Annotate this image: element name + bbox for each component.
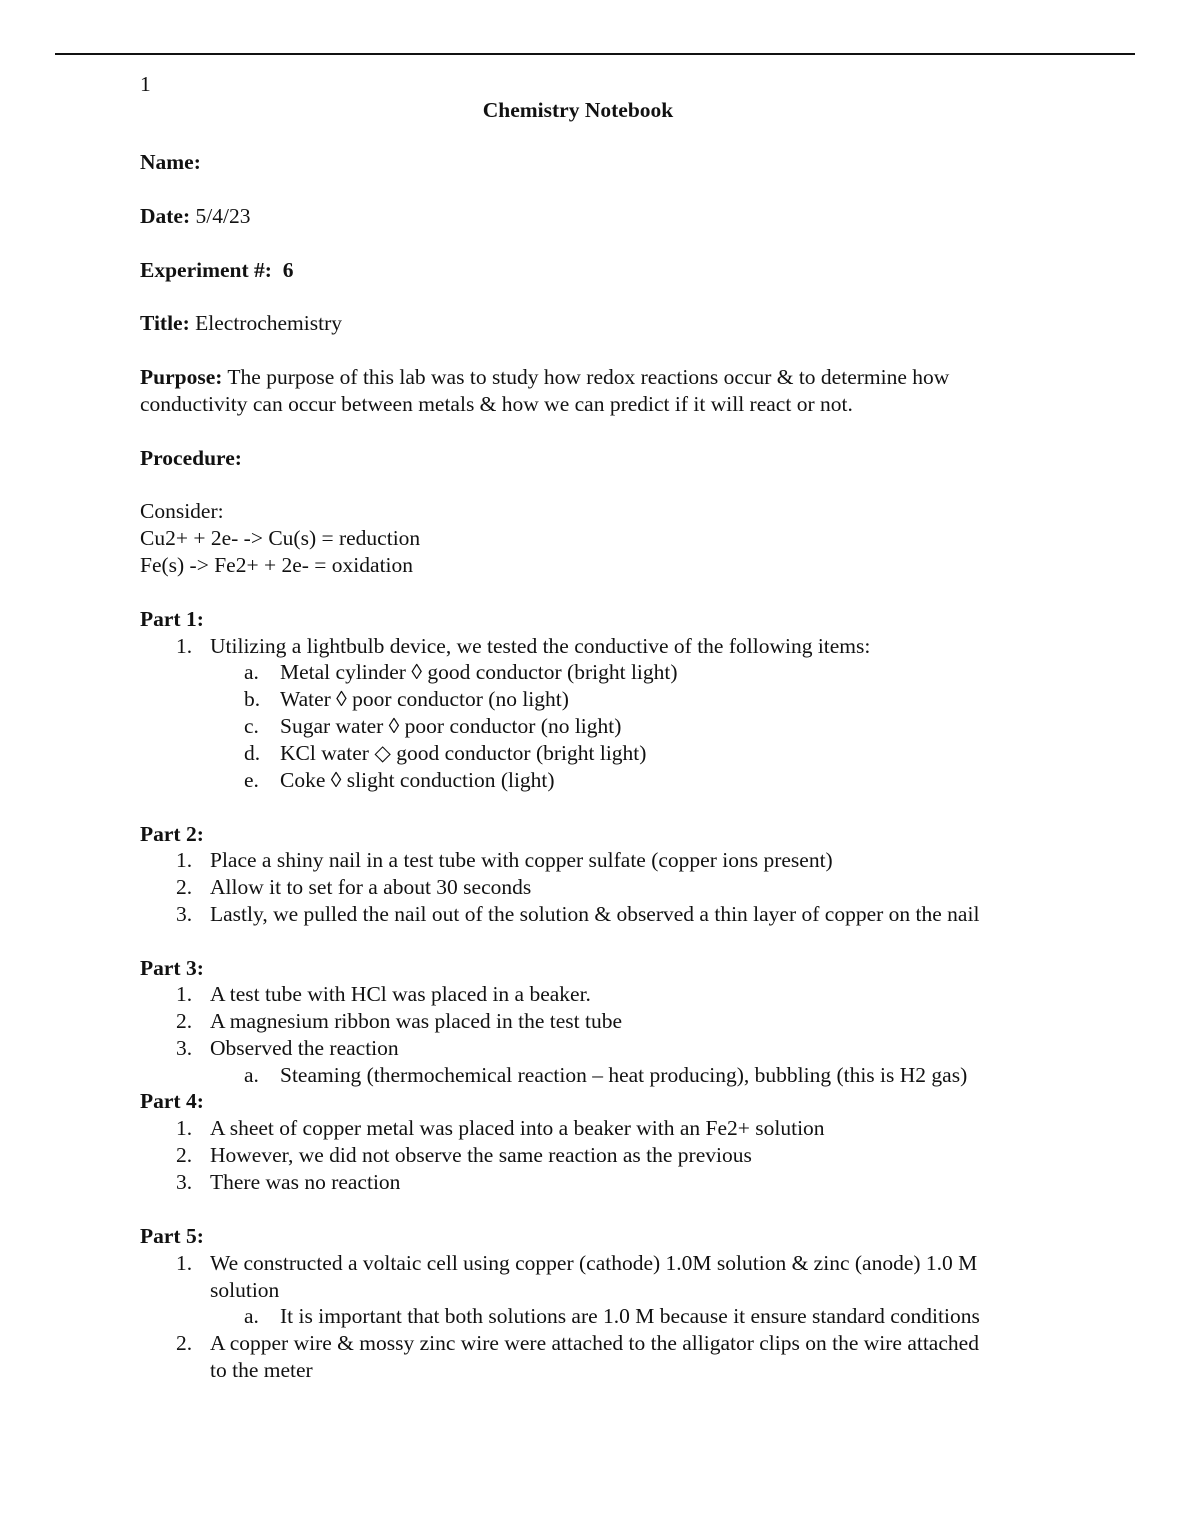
part2-heading: Part 2:: [140, 822, 204, 846]
consider-reduction: Cu2+ + 2e- -> Cu(s) = reduction: [140, 526, 421, 550]
item-text: A copper wire & mossy zinc wire were attached to the alligator clips on the wire attached: [210, 1331, 979, 1355]
subitem-letter: a.: [244, 660, 259, 684]
item-text: A sheet of copper metal was placed into a beaker with an Fe2+ solution: [210, 1116, 825, 1140]
item-number: 1.: [176, 1116, 193, 1140]
name-field: [140, 150, 201, 175]
name-label: Name:: [140, 150, 201, 174]
purpose-line-1: [140, 365, 949, 390]
item-number: 3.: [176, 902, 193, 926]
procedure-label: Procedure:: [140, 446, 242, 470]
document-title: Chemistry Notebook: [482, 98, 674, 122]
item-number: 1.: [176, 848, 193, 872]
subitem-letter: a.: [244, 1304, 259, 1328]
item-number: 1.: [176, 1251, 193, 1275]
item-number: 2.: [176, 875, 193, 899]
item-text-continued: to the meter: [210, 1358, 313, 1382]
part4-heading: Part 4:: [140, 1089, 204, 1113]
title-label: Title:: [140, 311, 190, 335]
item-text: A magnesium ribbon was placed in the test tube: [210, 1009, 622, 1033]
subitem-text: Water ◊ poor conductor (no light): [280, 687, 569, 711]
page-number: 1: [140, 72, 151, 96]
date-field: [140, 204, 250, 229]
part5-heading: Part 5:: [140, 1224, 204, 1248]
title-value: Electrochemistry: [195, 311, 342, 335]
title-field: [140, 311, 342, 336]
purpose-text-1: The purpose of this lab was to study how redox reactions occur & to determine how: [227, 365, 950, 389]
consider-oxidation: Fe(s) -> Fe2+ + 2e- = oxidation: [140, 553, 414, 577]
item-number: 2.: [176, 1143, 193, 1167]
subitem-text: KCl water ◇ good conductor (bright light): [280, 741, 647, 765]
experiment-field: [140, 258, 293, 283]
item-number: 2.: [176, 1009, 193, 1033]
item-text-continued: solution: [210, 1278, 280, 1302]
subitem-text: Metal cylinder ◊ good conductor (bright light): [280, 660, 678, 684]
subitem-letter: a.: [244, 1063, 259, 1087]
subitem-text: Coke ◊ slight conduction (light): [280, 768, 555, 792]
subitem-letter: c.: [244, 714, 259, 738]
item-number: 3.: [176, 1170, 193, 1194]
item-text: We constructed a voltaic cell using copper (cathode) 1.0M solution & zinc (anode) 1.0 M: [210, 1251, 978, 1275]
part1-heading: Part 1:: [140, 607, 204, 631]
item-text: Allow it to set for a about 30 seconds: [210, 875, 532, 899]
date-label: Date:: [140, 204, 191, 228]
purpose-label: Purpose:: [140, 365, 223, 389]
item-text: Lastly, we pulled the nail out of the solution & observed a thin layer of copper on the nail: [210, 902, 980, 926]
purpose-line-2: conductivity can occur between metals & how we can predict if it will react or not.: [140, 392, 853, 416]
item-text: There was no reaction: [210, 1170, 401, 1194]
item-text: A test tube with HCl was placed in a beaker.: [210, 982, 591, 1006]
item-text: Observed the reaction: [210, 1036, 399, 1060]
item-number: 2.: [176, 1331, 193, 1355]
top-rule: [55, 53, 1135, 55]
experiment-label: Experiment #: 6: [140, 258, 294, 282]
item-text: Utilizing a lightbulb device, we tested the conductive of the following items:: [210, 634, 871, 658]
item-text: However, we did not observe the same reaction as the previous: [210, 1143, 752, 1167]
subitem-letter: b.: [244, 687, 261, 711]
subitem-letter: e.: [244, 768, 259, 792]
subitem-text: Steaming (thermochemical reaction – heat producing), bubbling (this is H2 gas): [280, 1063, 968, 1087]
item-text: Place a shiny nail in a test tube with copper sulfate (copper ions present): [210, 848, 833, 872]
item-number: 3.: [176, 1036, 193, 1060]
subitem-text: It is important that both solutions are 1.0 M because it ensure standard conditions: [280, 1304, 980, 1328]
item-number: 1.: [176, 634, 193, 658]
part3-heading: Part 3:: [140, 956, 204, 980]
item-number: 1.: [176, 982, 193, 1006]
date-value: 5/4/23: [195, 204, 251, 228]
consider-label: Consider:: [140, 499, 224, 523]
subitem-letter: d.: [244, 741, 261, 765]
subitem-text: Sugar water ◊ poor conductor (no light): [280, 714, 622, 738]
